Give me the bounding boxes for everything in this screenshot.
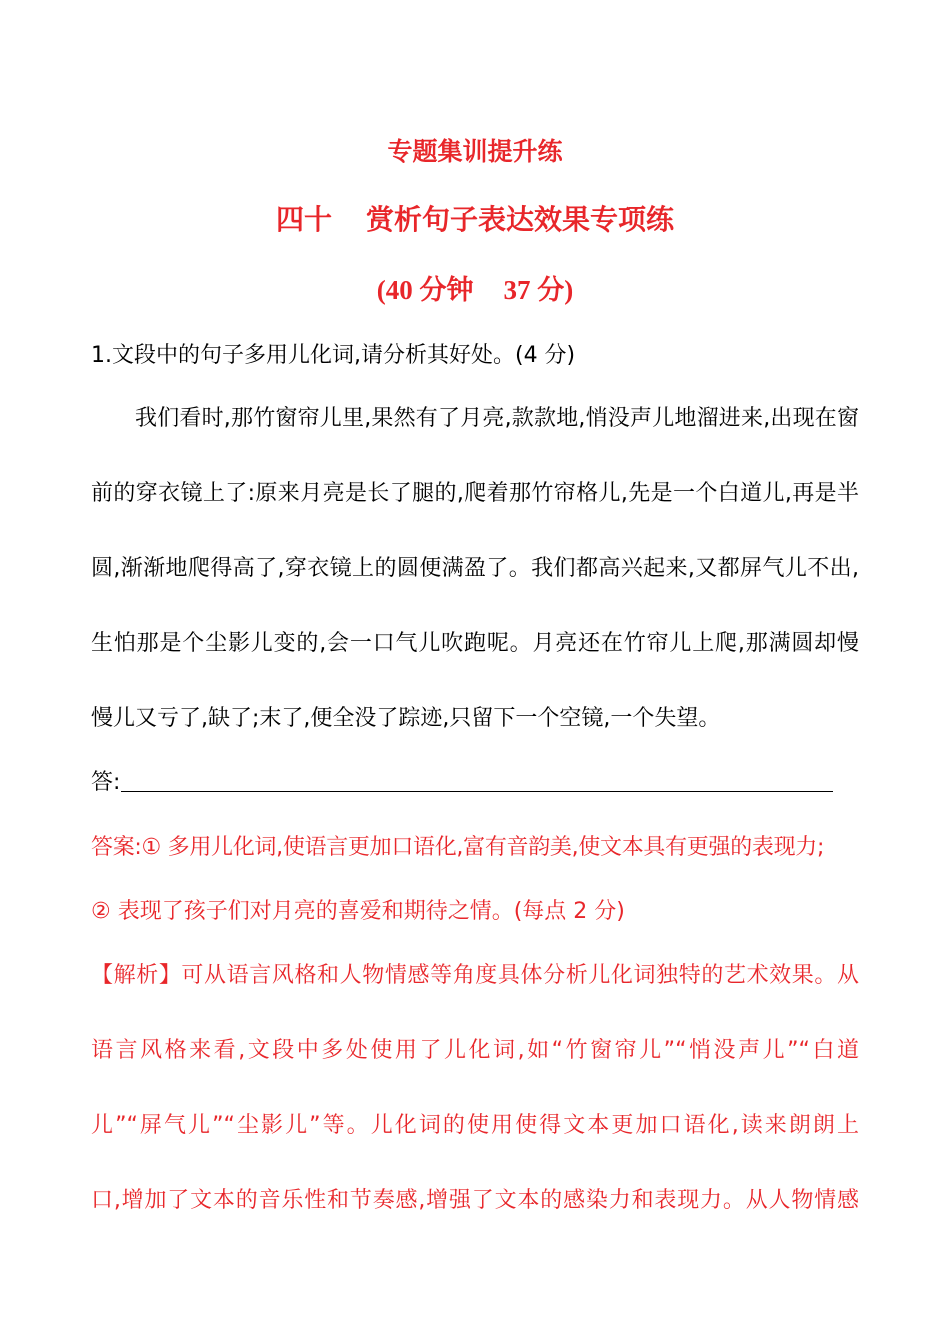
- series-title: 专题集训提升练: [387, 137, 563, 166]
- analysis-line: 语言风格来看,文段中多处使用了儿化词,如“竹窗帘儿”“悄没声儿”“白道: [91, 1038, 859, 1063]
- analysis-line: 儿”“屏气儿”“尘影儿”等。儿化词的使用使得文本更加口语化,读来朗朗上: [91, 1113, 859, 1138]
- answer-blank[interactable]: [121, 791, 833, 792]
- passage-line: 圆,渐渐地爬得高了,穿衣镜上的圆便满盈了。我们都高兴起来,又都屏气儿不出,: [91, 556, 859, 581]
- unit-name: 赏析句子表达效果专项练: [366, 203, 675, 236]
- passage-line: 前的穿衣镜上了:原来月亮是长了腿的,爬着那竹帘格儿,先是一个白道儿,再是半: [91, 481, 859, 506]
- passage-line: 我们看时,那竹窗帘儿里,果然有了月亮,款款地,悄没声儿地溜进来,出现在窗: [135, 406, 859, 431]
- answer-text-line: ② 表现了孩子们对月亮的喜爱和期待之情。(每点 2 分): [91, 899, 625, 924]
- unit-number: 四十: [275, 203, 332, 236]
- time-and-score: [0, 268, 950, 307]
- answer-label: 答:: [91, 770, 121, 795]
- analysis-line: 口,增加了文本的音乐性和节奏感,增强了文本的感染力和表现力。从人物情感: [91, 1188, 859, 1213]
- question-prompt: 1.文段中的句子多用儿化词,请分析其好处。(4 分): [91, 343, 576, 368]
- passage-line: 生怕那是个尘影儿变的,会一口气儿吹跑呢。月亮还在竹帘儿上爬,那满圆却慢: [91, 631, 859, 656]
- total-score: 37 分): [503, 275, 574, 305]
- time-limit: (40 分钟: [376, 275, 474, 305]
- unit-title: [0, 198, 950, 238]
- analysis-line: 【解析】可从语言风格和人物情感等角度具体分析儿化词独特的艺术效果。从: [91, 963, 859, 988]
- passage-line: 慢儿又亏了,缺了;末了,便全没了踪迹,只留下一个空镜,一个失望。: [91, 706, 721, 731]
- answer-text-line: 答案:① 多用儿化词,使语言更加口语化,富有音韵美,使文本具有更强的表现力;: [91, 835, 825, 860]
